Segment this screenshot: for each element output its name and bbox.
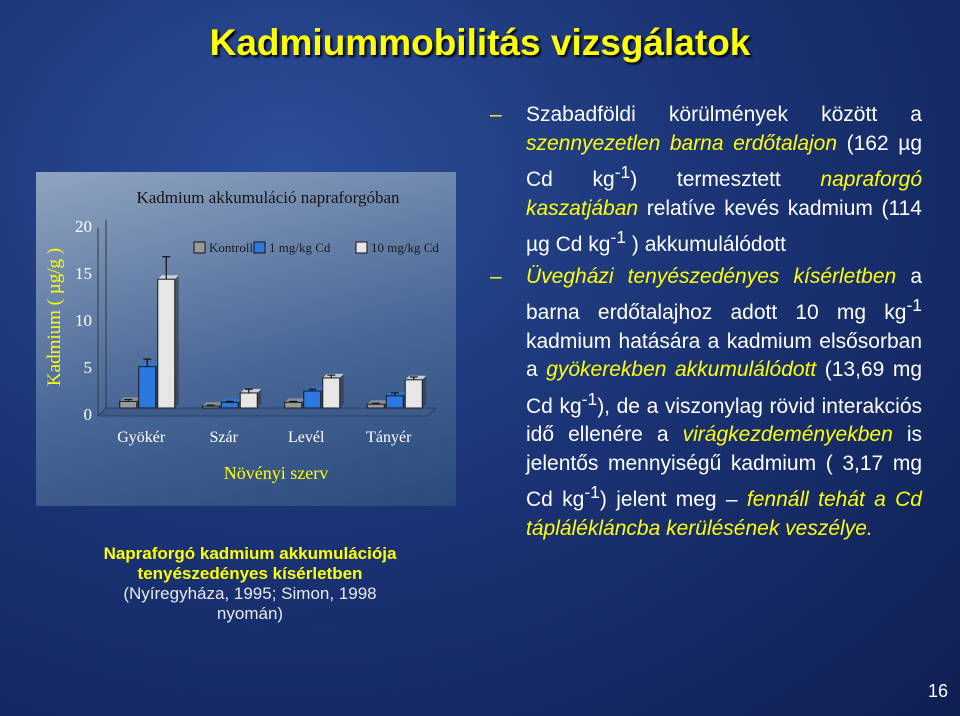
caption-line: Napraforgó kadmium akkumulációja bbox=[103, 544, 397, 563]
text-run: kadmium hatására a kadmium elsősorban a bbox=[526, 329, 922, 381]
legend-label: 1 mg/kg Cd bbox=[269, 240, 331, 255]
bar bbox=[158, 279, 175, 408]
chart-panel bbox=[36, 172, 456, 506]
text-run: Üvegházi tenyészedényes kísérletben bbox=[526, 264, 897, 288]
bar bbox=[386, 396, 403, 408]
legend-label: 10 mg/kg Cd bbox=[371, 240, 439, 255]
superscript: -1 bbox=[614, 162, 631, 182]
superscript: -1 bbox=[581, 388, 598, 409]
bar-chart bbox=[36, 172, 456, 506]
y-tick-label: 20 bbox=[75, 217, 92, 236]
caption-line: (Nyíregyháza, 1995; Simon, 1998 bbox=[123, 584, 377, 603]
superscript: -1 bbox=[584, 482, 600, 502]
bar bbox=[367, 404, 384, 408]
superscript: -1 bbox=[906, 295, 922, 315]
text-run: a barna erdőtalajhoz adott 10 mg kg bbox=[526, 264, 923, 324]
bar bbox=[120, 401, 137, 408]
legend-swatch bbox=[194, 242, 205, 253]
text-run: ) akkumulálódott bbox=[626, 233, 786, 256]
slide-title: Kadmiummobilitás vizsgálatok bbox=[209, 22, 751, 63]
y-tick-label: 0 bbox=[83, 405, 92, 424]
text-run: (162 µg Cd kg bbox=[526, 131, 922, 191]
bar bbox=[285, 402, 302, 408]
legend-label: Kontroll bbox=[209, 240, 254, 255]
bullet-list bbox=[490, 101, 922, 546]
bar-side bbox=[422, 376, 426, 408]
page-number: 16 bbox=[927, 681, 948, 701]
bar bbox=[405, 380, 422, 408]
bar bbox=[323, 378, 340, 408]
text-run: ), de a viszonylag rövid interakciós idő ellenére a bbox=[526, 394, 922, 446]
caption-line: tenyészedényes kísérletben bbox=[137, 564, 363, 583]
bar-side bbox=[340, 374, 344, 408]
text-run: virágkezdeményekben bbox=[682, 423, 893, 446]
bullet-dash: – bbox=[490, 103, 502, 126]
chart-floor bbox=[98, 408, 436, 416]
text-run: relatíve kevés kadmium (114 µg Cd kg bbox=[526, 196, 922, 256]
bullet-item bbox=[490, 101, 922, 260]
bar-side bbox=[175, 275, 179, 408]
superscript: -1 bbox=[610, 227, 627, 247]
text-run: is jelentős mennyiségű kadmium ( 3,17 mg Cd kg bbox=[526, 423, 922, 511]
text-run: (13,69 mg Cd kg bbox=[526, 358, 922, 418]
bullet-item bbox=[490, 263, 922, 544]
y-tick-label: 5 bbox=[83, 358, 92, 377]
chart-caption bbox=[40, 544, 460, 624]
legend-swatch bbox=[254, 242, 265, 253]
text-run: fennáll tehát a Cd táplálékláncba kerülésének veszélye. bbox=[526, 488, 922, 540]
x-tick-label: Levél bbox=[288, 429, 325, 446]
bar bbox=[139, 367, 156, 408]
text-run: gyökerekben akkumulálódott bbox=[546, 358, 817, 381]
bar bbox=[240, 393, 257, 408]
bar bbox=[304, 391, 321, 408]
caption-line: nyomán) bbox=[216, 604, 284, 623]
text-run: napraforgó kaszatjában bbox=[526, 168, 922, 220]
bar bbox=[221, 402, 238, 408]
text-run: ) jelent meg – bbox=[599, 488, 747, 511]
chart-title: Kadmium akkumuláció napraforgóban bbox=[136, 188, 400, 207]
x-tick-label: Tányér bbox=[366, 429, 412, 446]
legend-swatch bbox=[356, 242, 367, 253]
bar bbox=[202, 406, 219, 408]
y-axis-label: Kadmium ( µg/g ) bbox=[44, 247, 65, 387]
text-run: Szabadföldi körülmények között a bbox=[526, 103, 922, 126]
y-tick-label: 15 bbox=[75, 264, 92, 283]
bullet-dash: – bbox=[490, 264, 502, 288]
y-tick-label: 10 bbox=[75, 311, 92, 330]
x-tick-label: Szár bbox=[209, 429, 238, 446]
text-run: ) termesztett bbox=[630, 168, 821, 191]
text-run: szennyezetlen barna erdőtalajon bbox=[526, 131, 838, 155]
x-tick-label: Gyökér bbox=[117, 429, 166, 446]
x-axis-label: Növényi szerv bbox=[223, 463, 329, 483]
